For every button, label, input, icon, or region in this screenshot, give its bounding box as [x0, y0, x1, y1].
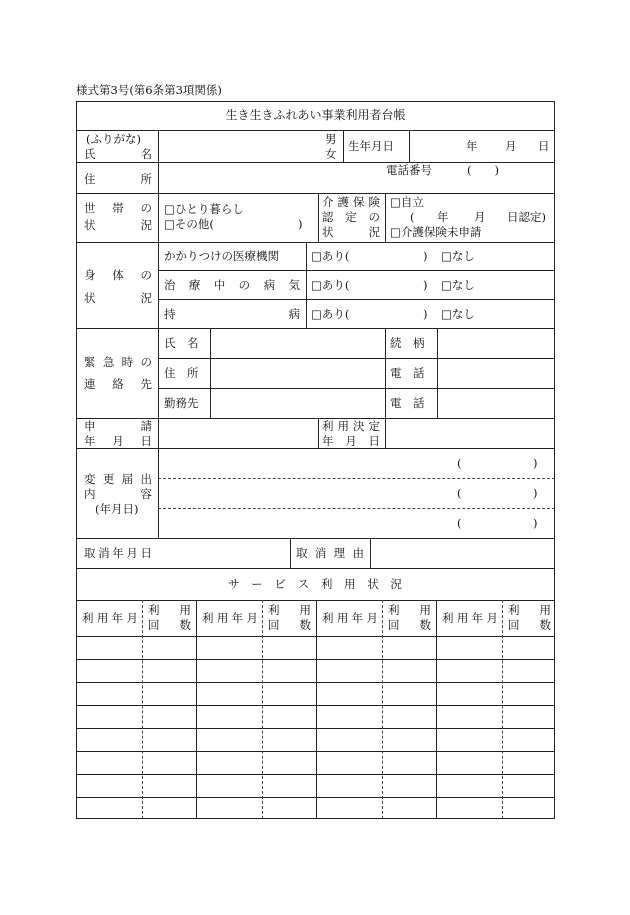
service-header-count-2: 回 数	[388, 618, 431, 632]
col-line	[437, 328, 438, 418]
service-header-count-1: 利 用	[508, 603, 551, 617]
row-line	[76, 328, 555, 329]
col-line	[436, 600, 437, 819]
cancel-date-label: 取 消 年 月 日	[84, 546, 152, 560]
emergency-label-1: 緊 急 時 の	[84, 355, 152, 369]
col-line	[306, 242, 307, 328]
form-title: 生き生きふれあい事業利用者台帳	[225, 108, 406, 122]
row-line	[76, 130, 555, 131]
gender-male: 男	[325, 132, 337, 146]
physical-row-illness-no: □なし	[441, 278, 475, 292]
col-line	[318, 193, 319, 242]
care-label-3: 状 況	[322, 225, 380, 239]
care-label-1: 介 護 保 険	[322, 195, 380, 209]
physical-row-chronic-yes: □あり(	[311, 307, 350, 321]
service-header-date: 利 用 年 月	[82, 611, 138, 625]
household-label-1: 世 帯 の	[84, 201, 152, 215]
row-line	[158, 270, 555, 271]
dashed-col-line	[382, 600, 383, 819]
birth-day: 日	[538, 139, 550, 153]
physical-row-clinic-label: かかりつけの医療機関	[164, 249, 279, 263]
dashed-line	[158, 508, 555, 509]
col-line	[318, 418, 319, 448]
physical-row-illness-yes: □あり(	[311, 278, 350, 292]
service-title: サ ー ビ ス 利 用 状 況	[228, 577, 402, 591]
care-unapplied-option: □介護保険未申請	[390, 225, 482, 239]
cancel-reason-label: 取 消 理 由	[296, 546, 364, 560]
household-other-option: □その他(	[164, 217, 214, 231]
emergency-relation-label: 続 柄	[390, 336, 425, 350]
service-header-count-1: 利 用	[388, 603, 431, 617]
service-header-count-2: 回 数	[148, 618, 191, 632]
change-2-close: )	[533, 486, 538, 500]
col-line	[158, 130, 159, 538]
form-number: 様式第3号(第6条第3項関係)	[76, 83, 222, 97]
col-line	[409, 130, 410, 162]
application-label-1: 申 請	[84, 419, 152, 433]
dashed-col-line	[142, 600, 143, 819]
change-2-open: (	[457, 486, 462, 500]
service-header-count-1: 利 用	[148, 603, 191, 617]
col-line	[385, 328, 386, 418]
physical-row-clinic-close: )	[423, 249, 428, 263]
phone-area-paren: ( )	[467, 163, 499, 177]
birth-year: 年	[466, 139, 478, 153]
service-header-count-2: 回 数	[268, 618, 311, 632]
col-line	[343, 130, 344, 162]
phone-label: 電話番号	[386, 163, 432, 177]
physical-row-chronic-close: )	[423, 307, 428, 321]
row-line	[158, 358, 555, 359]
birth-month: 月	[505, 139, 517, 153]
emergency-label-2: 連 絡 先	[84, 377, 152, 391]
row-line	[76, 193, 555, 194]
household-other-close: )	[298, 217, 303, 231]
change-3-open: (	[457, 516, 462, 530]
physical-row-clinic-no: □なし	[441, 249, 475, 263]
physical-label-1: 身 体 の	[84, 268, 152, 282]
change-1-open: (	[457, 456, 462, 470]
service-header-date: 利 用 年 月	[322, 611, 378, 625]
row-line	[76, 568, 555, 569]
col-line	[196, 600, 197, 819]
care-label-2: 認 定 の	[322, 210, 380, 224]
dashed-col-line	[262, 600, 263, 819]
household-label-2: 状 況	[84, 218, 152, 232]
change-1-close: )	[533, 456, 538, 470]
change-3-close: )	[533, 516, 538, 530]
name-label: 氏 名	[84, 147, 152, 161]
service-header-date: 利 用 年 月	[202, 611, 258, 625]
care-independent-option: □自立	[390, 195, 424, 209]
emergency-name-label: 氏 名	[164, 336, 199, 350]
changes-label-2: 内 容	[84, 487, 152, 501]
care-cert-year: 年	[437, 210, 449, 224]
care-cert-close: 日認定)	[507, 210, 546, 224]
row-line	[158, 388, 555, 389]
col-line	[290, 538, 291, 568]
service-header-count-1: 利 用	[268, 603, 311, 617]
dashed-col-line	[502, 600, 503, 819]
changes-label-1: 変 更 届 出	[84, 472, 152, 486]
gender-female: 女	[325, 147, 337, 161]
care-cert-month: 月	[474, 210, 486, 224]
emergency-phone-label-1: 電 話	[390, 366, 425, 380]
service-header-date: 利 用 年 月	[442, 611, 498, 625]
emergency-address-label: 住 所	[164, 366, 199, 380]
address-label: 住 所	[84, 172, 152, 186]
decision-label-2: 年 月 日	[322, 434, 380, 448]
service-header-count-2: 回 数	[508, 618, 551, 632]
physical-label-2: 状 況	[84, 291, 152, 305]
row-line	[76, 538, 555, 539]
changes-label-3: (年月日)	[95, 502, 139, 516]
physical-row-chronic-no: □なし	[441, 307, 475, 321]
physical-row-clinic-yes: □あり(	[311, 249, 350, 263]
row-line	[158, 299, 555, 300]
birth-date-label: 生年月日	[348, 139, 394, 153]
col-line	[316, 600, 317, 819]
emergency-phone-label-2: 電 話	[390, 396, 425, 410]
physical-row-illness-label: 治 療 中 の 病 気	[164, 278, 300, 292]
row-line	[76, 448, 555, 449]
emergency-workplace-label: 勤務先	[164, 396, 199, 410]
care-cert-open: (	[410, 210, 415, 224]
application-label-2: 年 月 日	[84, 434, 152, 448]
household-alone-option: □ひとり暮らし	[164, 202, 244, 216]
col-line	[385, 418, 386, 448]
col-line	[370, 538, 371, 568]
physical-row-chronic-label: 持 病	[164, 307, 300, 321]
physical-row-illness-close: )	[423, 278, 428, 292]
col-line	[385, 193, 386, 242]
furigana-label: (ふりがな)	[86, 132, 141, 146]
decision-label-1: 利 用 決 定	[322, 419, 380, 433]
row-line	[76, 242, 555, 243]
col-line	[210, 328, 211, 418]
dashed-line	[158, 478, 555, 479]
